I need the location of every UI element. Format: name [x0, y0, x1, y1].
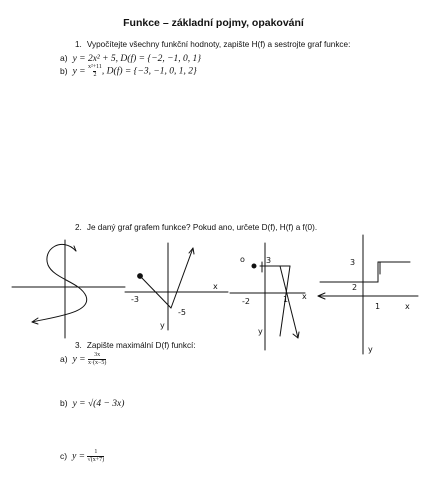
- task-1b-numerator: x²+11: [87, 64, 102, 70]
- task-3c-label: c): [60, 450, 68, 461]
- graph-3-label-one: 1: [283, 295, 289, 304]
- graph-4-step: [318, 235, 418, 354]
- task-3a: a) y = $\frac{3x}{x\cdot(x-5)}$: [60, 352, 107, 366]
- graph-1-s-curve: [12, 240, 125, 338]
- task-3b-label: b): [60, 398, 68, 408]
- task-3-number: 3.: [75, 341, 82, 350]
- graph-4-label-x: x: [405, 302, 410, 311]
- task-3a-numerator: 3x: [94, 352, 101, 358]
- task-1-text: Vypočítejte všechny funkční hodnoty, zapište H(f) a sestrojte graf funkce:: [86, 40, 351, 49]
- task-3c: c) y = $\frac{1}{√(x+7)}$: [60, 449, 105, 463]
- graph-2-label-left: -3: [131, 295, 139, 304]
- graph-3-label-top: 3: [266, 256, 272, 265]
- task-3b-formula: y = √(4 − 3x): [72, 399, 125, 409]
- graph-3-label-left: -2: [242, 297, 250, 306]
- task-1b-denominator: 2: [93, 72, 97, 78]
- graph-2-label-y: y: [160, 321, 165, 330]
- graph-2-label-x: x: [213, 282, 218, 291]
- graph-4-label-two: 2: [352, 283, 358, 292]
- graph-2-label-right: -5: [178, 308, 186, 317]
- task-1b-domain: , D(f) = {−3, −1, 0, 1, 2}: [101, 66, 197, 77]
- task-3c-numerator: 1: [94, 449, 98, 455]
- task-3-text: Zapište maximální D(f) funkcí:: [86, 341, 196, 350]
- graph-3-label-x: x: [302, 292, 307, 301]
- worksheet-title: Funkce – základní pojmy, opakování: [123, 17, 304, 29]
- task-1b: b) y = $\frac{\text{x²+11}}{2}$ , D(f) = {−3, −1, 0, 1, 2}: [60, 64, 197, 78]
- graph-3-label-o: o: [240, 255, 245, 264]
- graph-4-label-one: 1: [375, 302, 381, 311]
- task-1a-formula: y = 2x² + 5, D(f) = {−2, −1, 0, 1}: [72, 54, 202, 64]
- task-2-text: Je daný graf grafem funkce? Pokud ano, určete D(f), H(f) a f(0).: [86, 223, 318, 232]
- task-3a-denominator: x·(x−5): [87, 360, 107, 366]
- graph-3-label-y: y: [258, 327, 263, 336]
- task-1-number: 1.: [75, 40, 82, 49]
- graph-4-label-y: y: [368, 345, 373, 354]
- task-3c-denominator: √(x+7): [87, 457, 105, 463]
- task-3a-label: a): [60, 353, 68, 364]
- task-1a-label: a): [60, 53, 68, 63]
- task-2-number: 2.: [75, 223, 82, 232]
- task-1b-label: b): [60, 65, 68, 76]
- graph-4-label-three: 3: [350, 258, 356, 267]
